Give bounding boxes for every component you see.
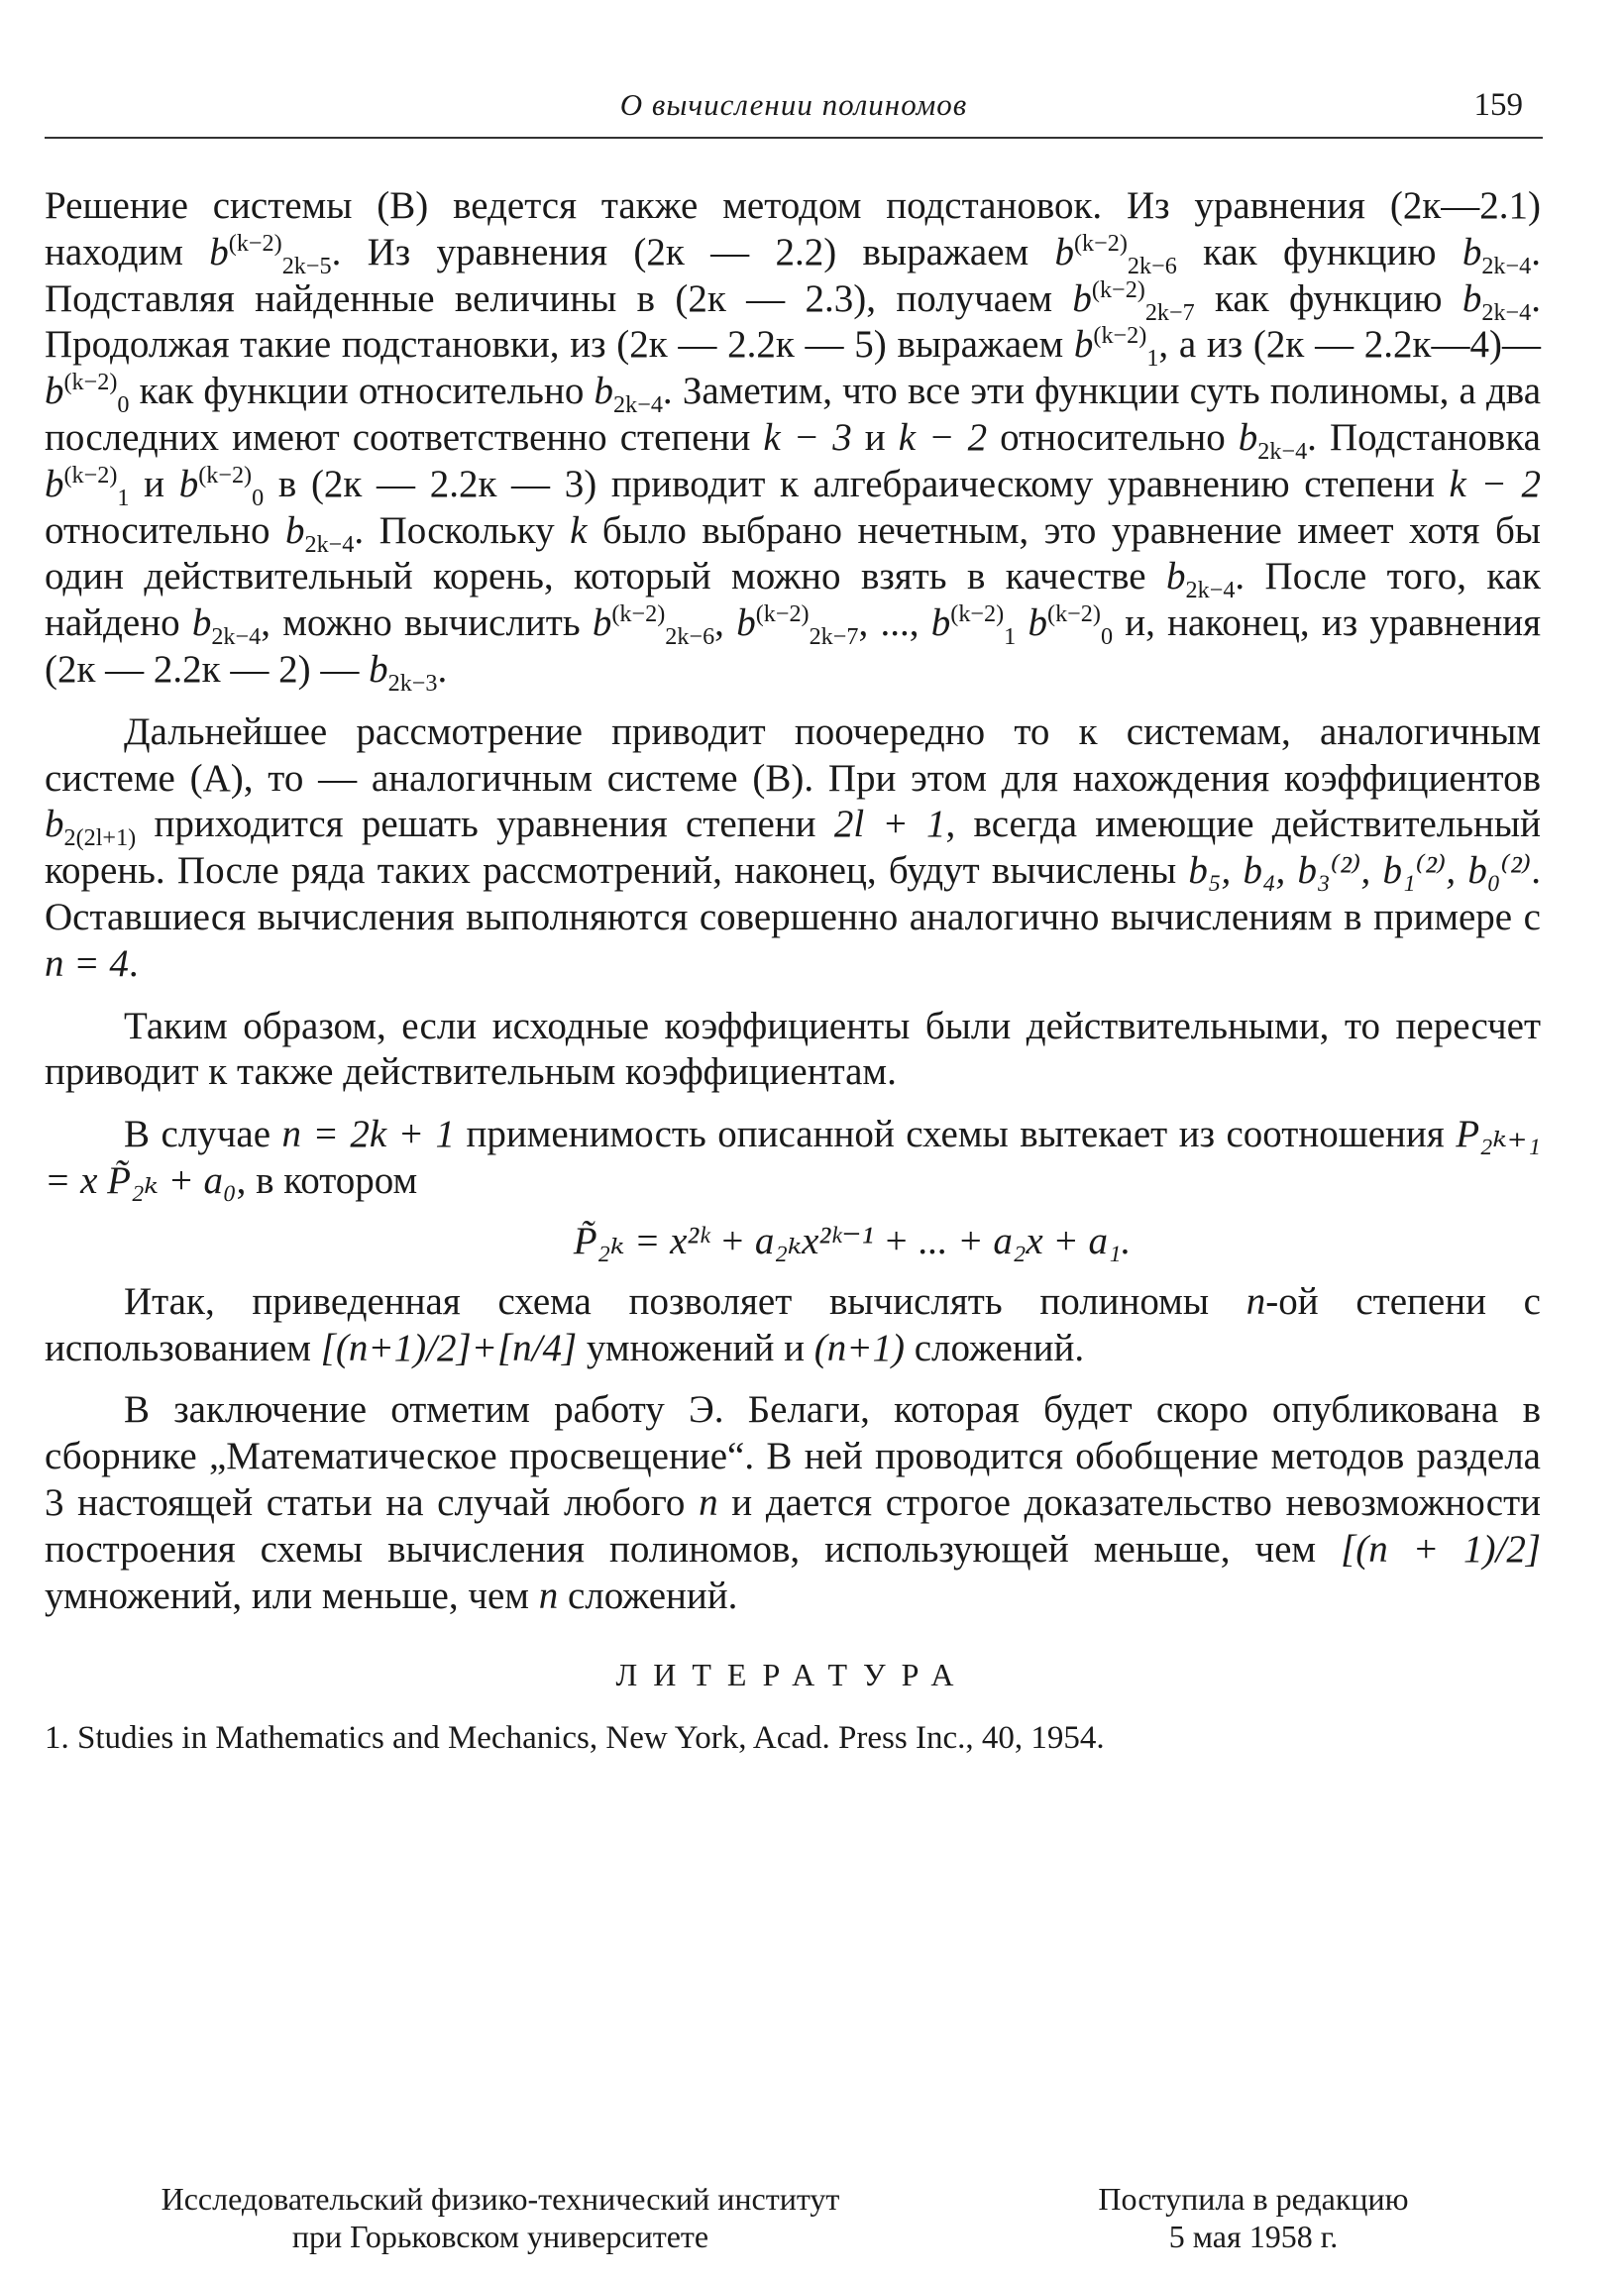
paragraph-1: Решение системы (В) ведется также методом подстановок. Из уравнения (2к—2.1) находим $b^{(k-2)}_{2k-5}$. Из уравнения (2к — 2.2) выражаем $b^{(k-2)}_{2k-6}$ как функцию $b_{2k-4}$. Подставляя найденные величины в (2к — 2.3), получаем $b^{(k-2)}_{2k-7}$ как функцию $b_{2k-4}$. Продолжая такие подстановки, из (2к — 2.2к — 5) выражаем $b^{(k-2)}_1$, а из (2к — 2.2к—4)— $b^{(k-2)}_0$ как функции относительно $b_{2k-4}$. Заметим, что все эти функции суть полиномы, а два последних имеют соответственно степени k − 3 и k − 2 относительно $b_{2k-4}$. Подстановка $b^{(k-2)}_1$ и $b^{(k-2)}_0$ в (2к — 2.2к — 3) приводит к алгебраическому уравнению степени k − 2 относительно $b_{2k-4}$. Поскольку k было выбрано нечетным, это уравнение имеет хотя бы один действительный корень, который можно взять в качестве $b_{2k-4}$. После того, как найдено $b_{2k-4}$, можно вычислить $b^{(k-2)}_{2k-6}$, $b^{(k-2)}_{2k-7}$, ..., $b^{(k-2)}_1$ $b^{(k-2)}_0$ и, наконец, из уравнения (2к — 2.2к — 2) — $b_{2k-3}$. <box>45 184 1542 697</box>
received-date: Поступила в редакцию 5 мая 1958 г. <box>1098 2181 1409 2254</box>
running-header <box>45 87 1543 143</box>
paragraph-5: Итак, приведенная схема позволяет вычислять полиномы n-ой степени с использованием [(n+1)/2]+[n/4] умножений и (n+1) сложений. <box>45 1279 1541 1369</box>
paragraph-4: В случае n = 2k + 1 применимость описанной схемы вытекает из соотношения P₂ₖ₊₁ = x P̃₂ₖ + a₀, в котором <box>45 1113 1541 1202</box>
page-number: 159 <box>1473 87 1523 123</box>
display-formula: P̃₂ₖ = x²ᵏ + a₂ₖx²ᵏ⁻¹ + ... + a₂x + a₁. <box>573 1219 1132 1262</box>
page-body <box>45 183 1541 1759</box>
header-rule <box>45 137 1543 139</box>
paragraph-6: В заключение отметим работу Э. Белаги, которая будет скоро опубликована в сборнике „Математическое просвещение“. В ней проводится обобщение методов раздела 3 настоящей статьи на случай любого n и дается строгое доказательство невозможности построения схемы вычисления полиномов, использующей меньше, чем [(n + 1)/2] умножений, или меньше, чем n сложений. <box>45 1388 1542 1617</box>
paragraph-3: Таким образом, если исходные коэффициенты были действительными, то пересчет приводит к также действительным коэффициентам. <box>45 1004 1541 1094</box>
reference-item: 1. Studies in Mathematics and Mechanics, New York, Acad. Press Inc., 40, 1954. <box>45 1720 1105 1757</box>
paragraph-2: Дальнейшее рассмотрение приводит поочередно то к системам, аналогичным системе (А), то — аналогичным системе (В). При этом для нахождения коэффициентов $b_{2(2l+1)}$ приходится решать уравнения степени 2l + 1, всегда имеющие действительный корень. После ряда таких рассмотрений, наконец, будут вычислены b₅, b₄, b₃⁽²⁾, b₁⁽²⁾, b₀⁽²⁾. Оставшиеся вычисления выполняются совершенно аналогично вычислениям в примере с n = 4. <box>45 709 1542 985</box>
institution: Исследовательский физико-технический институт при Горьковском университете <box>161 2181 840 2254</box>
running-title: О вычислении полиномов <box>619 87 968 122</box>
literature-heading: ЛИТЕРАТУРА <box>615 1657 970 1693</box>
